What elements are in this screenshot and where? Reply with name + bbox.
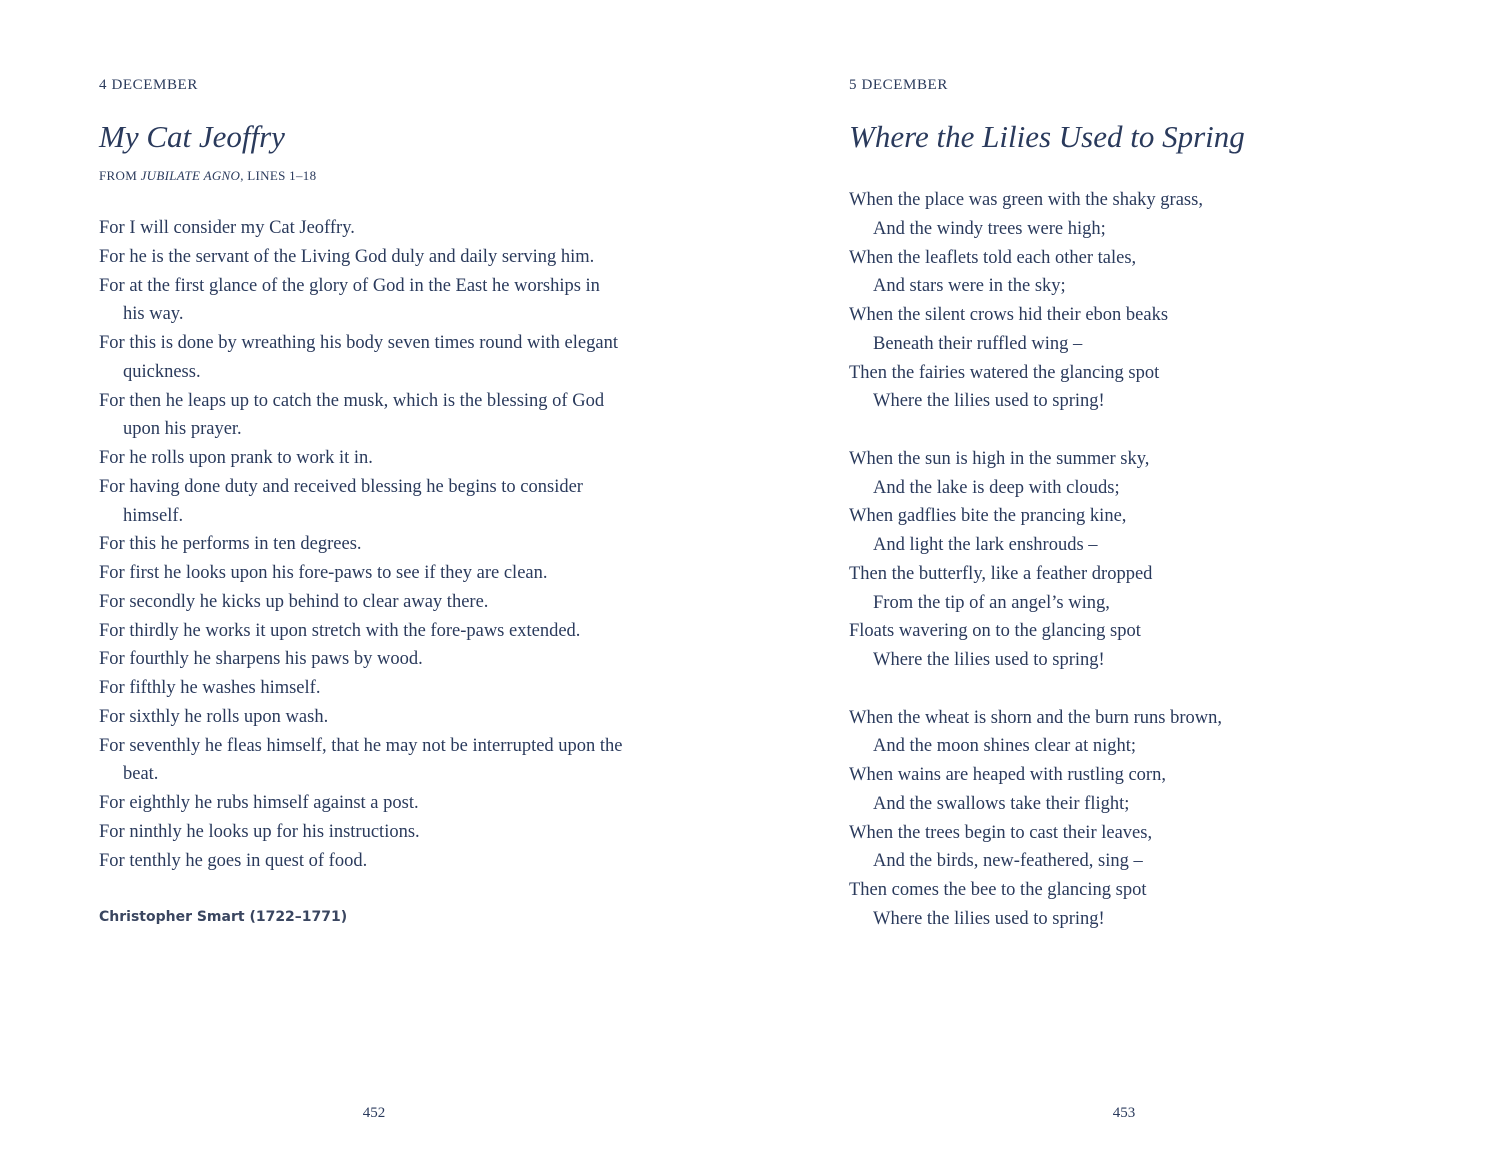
poem-line-indented: And light the lark enshrouds – (873, 535, 1098, 555)
poem-body (849, 186, 1222, 934)
source-prefix: FROM (99, 168, 141, 183)
poem-line: For this is done by wreathing his body seven times round with elegant (99, 333, 618, 353)
poem-line: When the wheat is shorn and the burn runs brown, (849, 707, 1222, 728)
poem-line-continuation: his way. (123, 304, 184, 325)
poem-line: When the place was green with the shaky grass, (849, 190, 1203, 210)
poem-line-indented: And the swallows take their flight; (873, 793, 1130, 814)
poem-line-indented: And the windy trees were high; (873, 218, 1106, 239)
stanza-break (849, 675, 1222, 704)
poem-line: For he rolls upon prank to work it in. (99, 448, 373, 468)
poem-line: For sixthly he rolls upon wash. (99, 706, 329, 727)
poem-line: When gadflies bite the prancing kine, (849, 506, 1127, 527)
poem-author: Christopher Smart (1722–1771) (99, 909, 348, 925)
poem-line-indented: From the tip of an angel’s wing, (873, 592, 1110, 613)
poem-source (99, 168, 316, 184)
poem-line: For at the first glance of the glory of God in the East he worships in (99, 275, 600, 296)
poem-line: For I will consider my Cat Jeoffry. (99, 218, 355, 238)
poem-line-continuation: beat. (123, 764, 159, 785)
poem-line: For ninthly he looks up for his instructions. (99, 821, 420, 842)
poem-line-continuation: quickness. (123, 361, 201, 382)
poem-line-indented: Where the lilies used to spring! (873, 650, 1105, 670)
poem-title: Where the Lilies Used to Spring (849, 119, 1245, 154)
right-page (849, 0, 1449, 1154)
poem-line-indented: Beneath their ruffled wing – (873, 333, 1083, 354)
poem-line: Floats wavering on to the glancing spot (849, 621, 1141, 642)
poem-date: 5 DECEMBER (849, 77, 948, 93)
page-number: 453 (1112, 1105, 1136, 1121)
poem-line: For secondly he kicks up behind to clear away there. (99, 591, 489, 612)
poem-line: For tenthly he goes in quest of food. (99, 850, 368, 871)
poem-line-indented: And stars were in the sky; (873, 276, 1066, 297)
page-number: 452 (362, 1105, 386, 1121)
poem-line: When wains are heaped with rustling corn, (849, 765, 1166, 785)
poem-body (99, 214, 623, 875)
poem-line: For seventhly he fleas himself, that he may not be interrupted upon the (99, 735, 623, 756)
poem-line: When the silent crows hid their ebon beaks (849, 305, 1169, 325)
poem-line-indented: And the moon shines clear at night; (873, 736, 1137, 757)
poem-line: Then the fairies watered the glancing spot (849, 362, 1160, 383)
poem-line: For having done duty and received blessing he begins to consider (99, 476, 583, 497)
poem-date: 4 DECEMBER (99, 77, 198, 93)
poem-title: My Cat Jeoffry (99, 119, 285, 154)
poem-line: When the leaflets told each other tales, (849, 247, 1137, 268)
poem-line: For this he performs in ten degrees. (99, 534, 362, 555)
stanza-break (849, 416, 1222, 445)
poem-line: For then he leaps up to catch the musk, which is the blessing of God (99, 390, 605, 411)
left-page (99, 0, 699, 1154)
poem-line-indented: Where the lilies used to spring! (873, 391, 1105, 412)
poem-line-indented: And the lake is deep with clouds; (873, 477, 1120, 498)
poem-line: For thirdly he works it upon stretch with the fore-paws extended. (99, 620, 581, 641)
poem-line: For eighthly he rubs himself against a post. (99, 793, 419, 813)
poem-line: For fourthly he sharpens his paws by wood. (99, 649, 423, 670)
poem-line-indented: And the birds, new-feathered, sing – (873, 851, 1143, 872)
poem-line: For first he looks upon his fore-paws to see if they are clean. (99, 563, 548, 583)
poem-line: When the trees begin to cast their leaves, (849, 822, 1153, 843)
poem-line-continuation: upon his prayer. (123, 419, 242, 440)
poem-line: Then comes the bee to the glancing spot (849, 880, 1147, 900)
poem-line: For he is the servant of the Living God duly and daily serving him. (99, 246, 595, 267)
poem-line-indented: Where the lilies used to spring! (873, 908, 1105, 929)
poem-line: For fifthly he washes himself. (99, 678, 321, 698)
poem-line: When the sun is high in the summer sky, (849, 448, 1150, 469)
source-work-title: JUBILATE AGNO (140, 168, 241, 183)
poem-line-continuation: himself. (123, 505, 184, 526)
source-lines: , LINES 1–18 (240, 168, 317, 183)
poem-line: Then the butterfly, like a feather dropped (849, 563, 1153, 584)
